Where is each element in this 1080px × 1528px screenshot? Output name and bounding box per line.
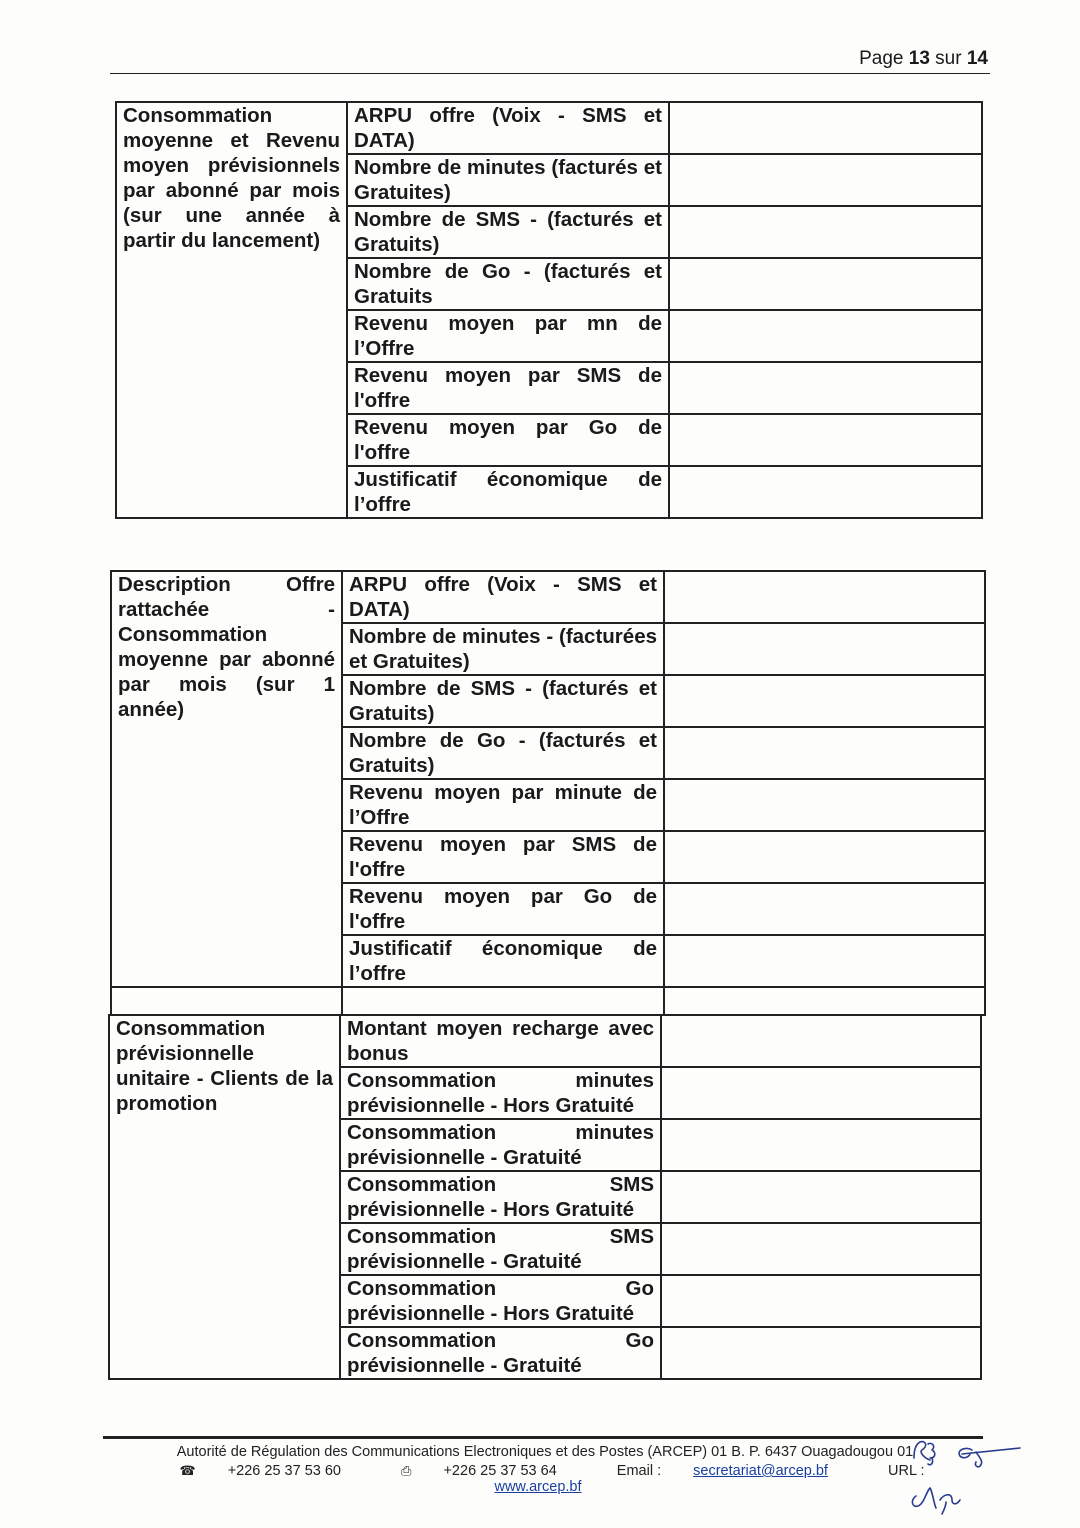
table1-row-label: Nombre de SMS - (facturés et Gratuits) xyxy=(347,206,669,258)
table1-value-cell[interactable] xyxy=(669,206,982,258)
table1-row-label: Nombre de minutes (facturés et Gratuites) xyxy=(347,154,669,206)
spacer-cell xyxy=(664,987,985,1015)
table1-row-label: Revenu moyen par Go de l'offre xyxy=(347,414,669,466)
page-prefix: Page xyxy=(859,48,904,69)
table2-row-label: Nombre de SMS - (facturés et Gratuits) xyxy=(342,675,664,727)
page-sep: sur xyxy=(935,48,962,69)
website-link[interactable]: www.arcep.bf xyxy=(494,1479,582,1495)
table2-value-cell[interactable] xyxy=(664,935,985,987)
page-current: 13 xyxy=(908,48,930,69)
fax-number: +226 25 37 53 64 xyxy=(443,1463,557,1479)
table2-row-label: Justificatif économique de l’offre xyxy=(342,935,664,987)
table2-value-cell[interactable] xyxy=(664,883,985,935)
table2-value-cell[interactable] xyxy=(664,675,985,727)
table-attached-offer xyxy=(110,570,986,1016)
table1-row-label: Revenu moyen par mn de l’Offre xyxy=(347,310,669,362)
table3-value-cell[interactable] xyxy=(661,1275,981,1327)
footer-email xyxy=(603,1463,842,1479)
header-rule xyxy=(110,73,990,74)
footer-address: Autorité de Régulation des Communications Electroniques et des Postes (ARCEP) 01 B. P. 6437 Ouagadougou 01 xyxy=(176,1444,914,1460)
table2-value-cell[interactable] xyxy=(664,831,985,883)
phone-number: +226 25 37 53 60 xyxy=(227,1463,341,1479)
table1-description: Consommation moyenne et Revenu moyen prévisionnels par abonné par mois (sur une année à partir du lancement) xyxy=(116,102,347,518)
footer-rule xyxy=(103,1436,983,1439)
spacer-cell xyxy=(342,987,664,1015)
table1-row-label: Justificatif économique de l’offre xyxy=(347,466,669,518)
email-label: Email : xyxy=(616,1463,662,1479)
table2-row-label: Nombre de Go - (facturés et Gratuits) xyxy=(342,727,664,779)
table-spacer-row xyxy=(111,987,985,1015)
handwritten-initials xyxy=(900,1430,1040,1525)
page-total: 14 xyxy=(966,48,988,69)
footer-contacts xyxy=(150,1463,940,1495)
table1-value-cell[interactable] xyxy=(669,102,982,154)
table1-row-label: ARPU offre (Voix - SMS et DATA) xyxy=(347,102,669,154)
table-promotion-consumption xyxy=(108,1014,982,1380)
table3-value-cell[interactable] xyxy=(661,1067,981,1119)
table2-row-label: Revenu moyen par minute de l’Offre xyxy=(342,779,664,831)
table3-row-label: Consommation SMS prévisionnelle - Gratuité xyxy=(340,1223,661,1275)
table2-description: Description Offre rattachée - Consommation moyenne par abonné par mois (sur 1 année) xyxy=(111,571,342,987)
table2-value-cell[interactable] xyxy=(664,571,985,623)
table3-row-label: Consommation Go prévisionnelle - Hors Gratuité xyxy=(340,1275,661,1327)
spacer-cell xyxy=(111,987,342,1015)
table-row xyxy=(111,571,985,623)
fax-icon: ⎙ xyxy=(401,1463,412,1478)
table2-value-cell[interactable] xyxy=(664,727,985,779)
table1-value-cell[interactable] xyxy=(669,310,982,362)
table2-row-label: Revenu moyen par Go de l'offre xyxy=(342,883,664,935)
table2-row-label: Revenu moyen par SMS de l'offre xyxy=(342,831,664,883)
page-number xyxy=(859,48,988,70)
table3-value-cell[interactable] xyxy=(661,1119,981,1171)
table3-value-cell[interactable] xyxy=(661,1171,981,1223)
footer-phone xyxy=(165,1463,355,1479)
table3-value-cell[interactable] xyxy=(661,1015,981,1067)
table1-row-label: Nombre de Go - (facturés et Gratuits xyxy=(347,258,669,310)
table3-row-label: Consommation minutes prévisionnelle - Hors Gratuité xyxy=(340,1067,661,1119)
table3-row-label: Consommation Go prévisionnelle - Gratuité xyxy=(340,1327,661,1379)
phone-icon: ☎ xyxy=(179,1463,196,1478)
table2-value-cell[interactable] xyxy=(664,623,985,675)
table3-description: Consommation prévisionnelle unitaire - Clients de la promotion xyxy=(109,1015,340,1379)
table3-value-cell[interactable] xyxy=(661,1327,981,1379)
table1-value-cell[interactable] xyxy=(669,466,982,518)
table-consumption-revenue xyxy=(115,101,983,519)
table2-row-label: ARPU offre (Voix - SMS et DATA) xyxy=(342,571,664,623)
table3-row-label: Consommation SMS prévisionnelle - Hors Gratuité xyxy=(340,1171,661,1223)
table1-row-label: Revenu moyen par SMS de l'offre xyxy=(347,362,669,414)
table-row xyxy=(116,102,982,154)
table1-value-cell[interactable] xyxy=(669,414,982,466)
table1-value-cell[interactable] xyxy=(669,154,982,206)
table3-row-label: Montant moyen recharge avec bonus xyxy=(340,1015,661,1067)
table3-value-cell[interactable] xyxy=(661,1223,981,1275)
email-link[interactable]: secretariat@arcep.bf xyxy=(693,1463,828,1479)
table2-row-label: Nombre de minutes - (facturées et Gratuites) xyxy=(342,623,664,675)
table1-value-cell[interactable] xyxy=(669,258,982,310)
table1-value-cell[interactable] xyxy=(669,362,982,414)
table2-value-cell[interactable] xyxy=(664,779,985,831)
footer-fax xyxy=(387,1463,571,1479)
url-label: URL : xyxy=(888,1463,925,1479)
table3-row-label: Consommation minutes prévisionnelle - Gratuité xyxy=(340,1119,661,1171)
table-row xyxy=(109,1015,981,1067)
